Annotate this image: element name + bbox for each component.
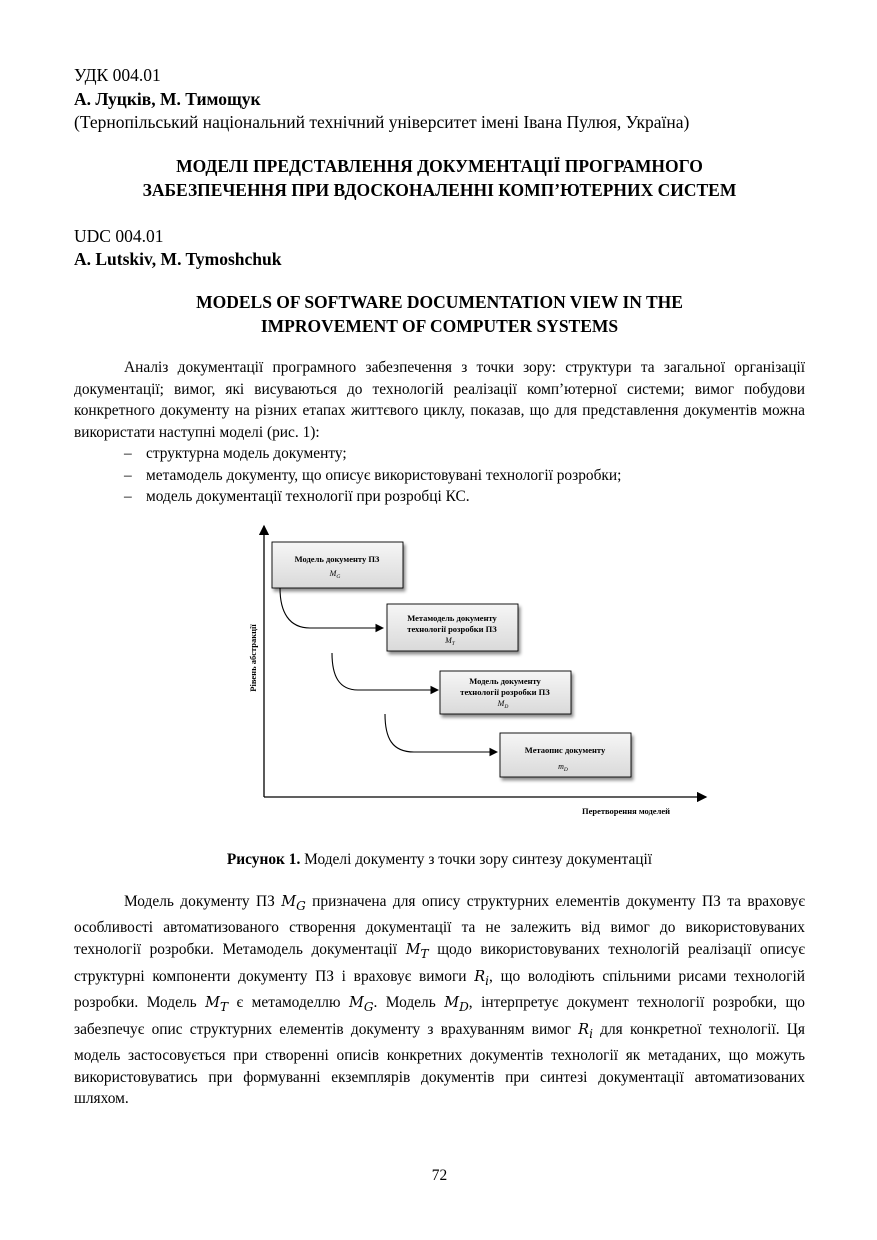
- model-box-md: [440, 671, 571, 714]
- authors-en: A. Lutskiv, M. Tymoshchuk: [74, 249, 282, 269]
- box-label: технології розробки ПЗ: [407, 624, 497, 634]
- model-box-md-meta: [500, 733, 631, 777]
- box-symbol: $m_D$: [558, 762, 568, 773]
- list-item-text: модель документації технології при розробці КС.: [146, 488, 470, 506]
- connector-arrow: [385, 714, 497, 752]
- math-symbol: $M_T$: [205, 995, 229, 1014]
- page: [74, 0, 805, 1240]
- figure-diagram: [244, 520, 714, 820]
- udc-en: UDC 004.01: [74, 226, 164, 246]
- authors-ua: А. Луцків, М. Тимощук: [74, 89, 261, 109]
- box-symbol: $M_T$: [445, 636, 455, 647]
- box-label: Модель документу: [469, 676, 541, 686]
- box-symbol: $M_G$: [329, 569, 341, 580]
- title-ua-line1: МОДЕЛІ ПРЕДСТАВЛЕННЯ ДОКУМЕНТАЦІЇ ПРОГРАМНОГО: [176, 156, 703, 176]
- model-list: [124, 443, 621, 508]
- box-label: Метаопис документу: [524, 745, 606, 755]
- page-number: 72: [431, 1167, 448, 1184]
- title-en-line2: IMPROVEMENT OF COMPUTER SYSTEMS: [260, 316, 619, 336]
- list-item: [124, 486, 621, 508]
- list-item-text: структурна модель документу;: [146, 445, 347, 462]
- list-item-text: метамодель документу, що описує використовувані технології розробки;: [146, 466, 622, 484]
- connector-arrow: [332, 653, 438, 690]
- title-ua-line2: ЗАБЕЗПЕЧЕННЯ ПРИ ВДОСКОНАЛЕННІ КОМП’ЮТЕРНИХ СИСТЕМ: [142, 180, 737, 200]
- connector-arrow: [280, 588, 383, 628]
- box-label: Модель документу ПЗ: [294, 554, 380, 564]
- list-dash: –: [124, 488, 132, 506]
- box-symbol: $M_D$: [497, 699, 509, 710]
- box-label: Метамодель документу: [407, 613, 497, 623]
- title-ua: [74, 154, 805, 202]
- intro-paragraph: Аналіз документації програмного забезпечення з точки зору: структури та загальної організації документації; вимог, які висуваються до технологій реалізації комп’ютерної системи; вимог побудови конкретного документу на різних етапах життєвого циклу, показав, що для представлення документів можна використати наступні моделі (рис. 1):: [74, 359, 805, 441]
- body-paragraph: Модель документу ПЗ $M_G$ призначена для опису структурних елементів документу ПЗ та враховує особливості автоматизованого створення документації та не залежить від вимог до використовуваних технології розробки. Метамодель документації $M_T$ щодо використовуваних технологій реалізації описує структурні компоненти документу ПЗ і враховує вимоги $R_i$, що володіють спільними рисами технологій розробки. Модель $M_T$ є метамоделлю $M_G$. Модель $M_D$, інтерпретує документ технології розробки, що забезпечує опис структурних елементів документу з врахуванням вимог $R_i$ для конкретної технології. Ця модель застосовується при створенні описів конкретних документів технології як метаданих, що можуть використовуватись при формуванні екземплярів документів при синтезі документації автоматизованих шляхом.: [74, 893, 806, 1108]
- list-dash: –: [124, 445, 132, 462]
- affiliation-ua: (Тернопільський національний технічний університет імені Івана Пулюя, Україна): [74, 112, 690, 132]
- udc-ua: УДК 004.01: [74, 65, 161, 85]
- model-box-mt: [387, 604, 518, 651]
- math-symbol: $R_i$: [578, 1021, 593, 1041]
- list-dash: –: [124, 466, 132, 484]
- caption-text: Моделі документу з точки зору синтезу документації: [300, 851, 653, 868]
- title-en-line1: MODELS OF SOFTWARE DOCUMENTATION VIEW IN THE: [196, 292, 683, 312]
- math-symbol: $R_i$: [474, 968, 490, 988]
- model-box-mg: [272, 542, 403, 588]
- x-axis-label: Перетворення моделей: [581, 806, 671, 816]
- list-item: [124, 443, 621, 465]
- list-item: [124, 465, 621, 487]
- math-symbol: $M_G$: [281, 894, 306, 913]
- figure-caption: [74, 850, 805, 870]
- math-symbol: $M_T$: [405, 942, 429, 961]
- y-axis-label: Рівень абстракції: [248, 624, 258, 692]
- title-en: [74, 290, 805, 338]
- math-symbol: $M_G$: [348, 995, 374, 1014]
- caption-label: Рисунок 1.: [226, 851, 301, 868]
- math-symbol: $M_D$: [444, 995, 469, 1014]
- box-label: технології розробки ПЗ: [460, 687, 550, 697]
